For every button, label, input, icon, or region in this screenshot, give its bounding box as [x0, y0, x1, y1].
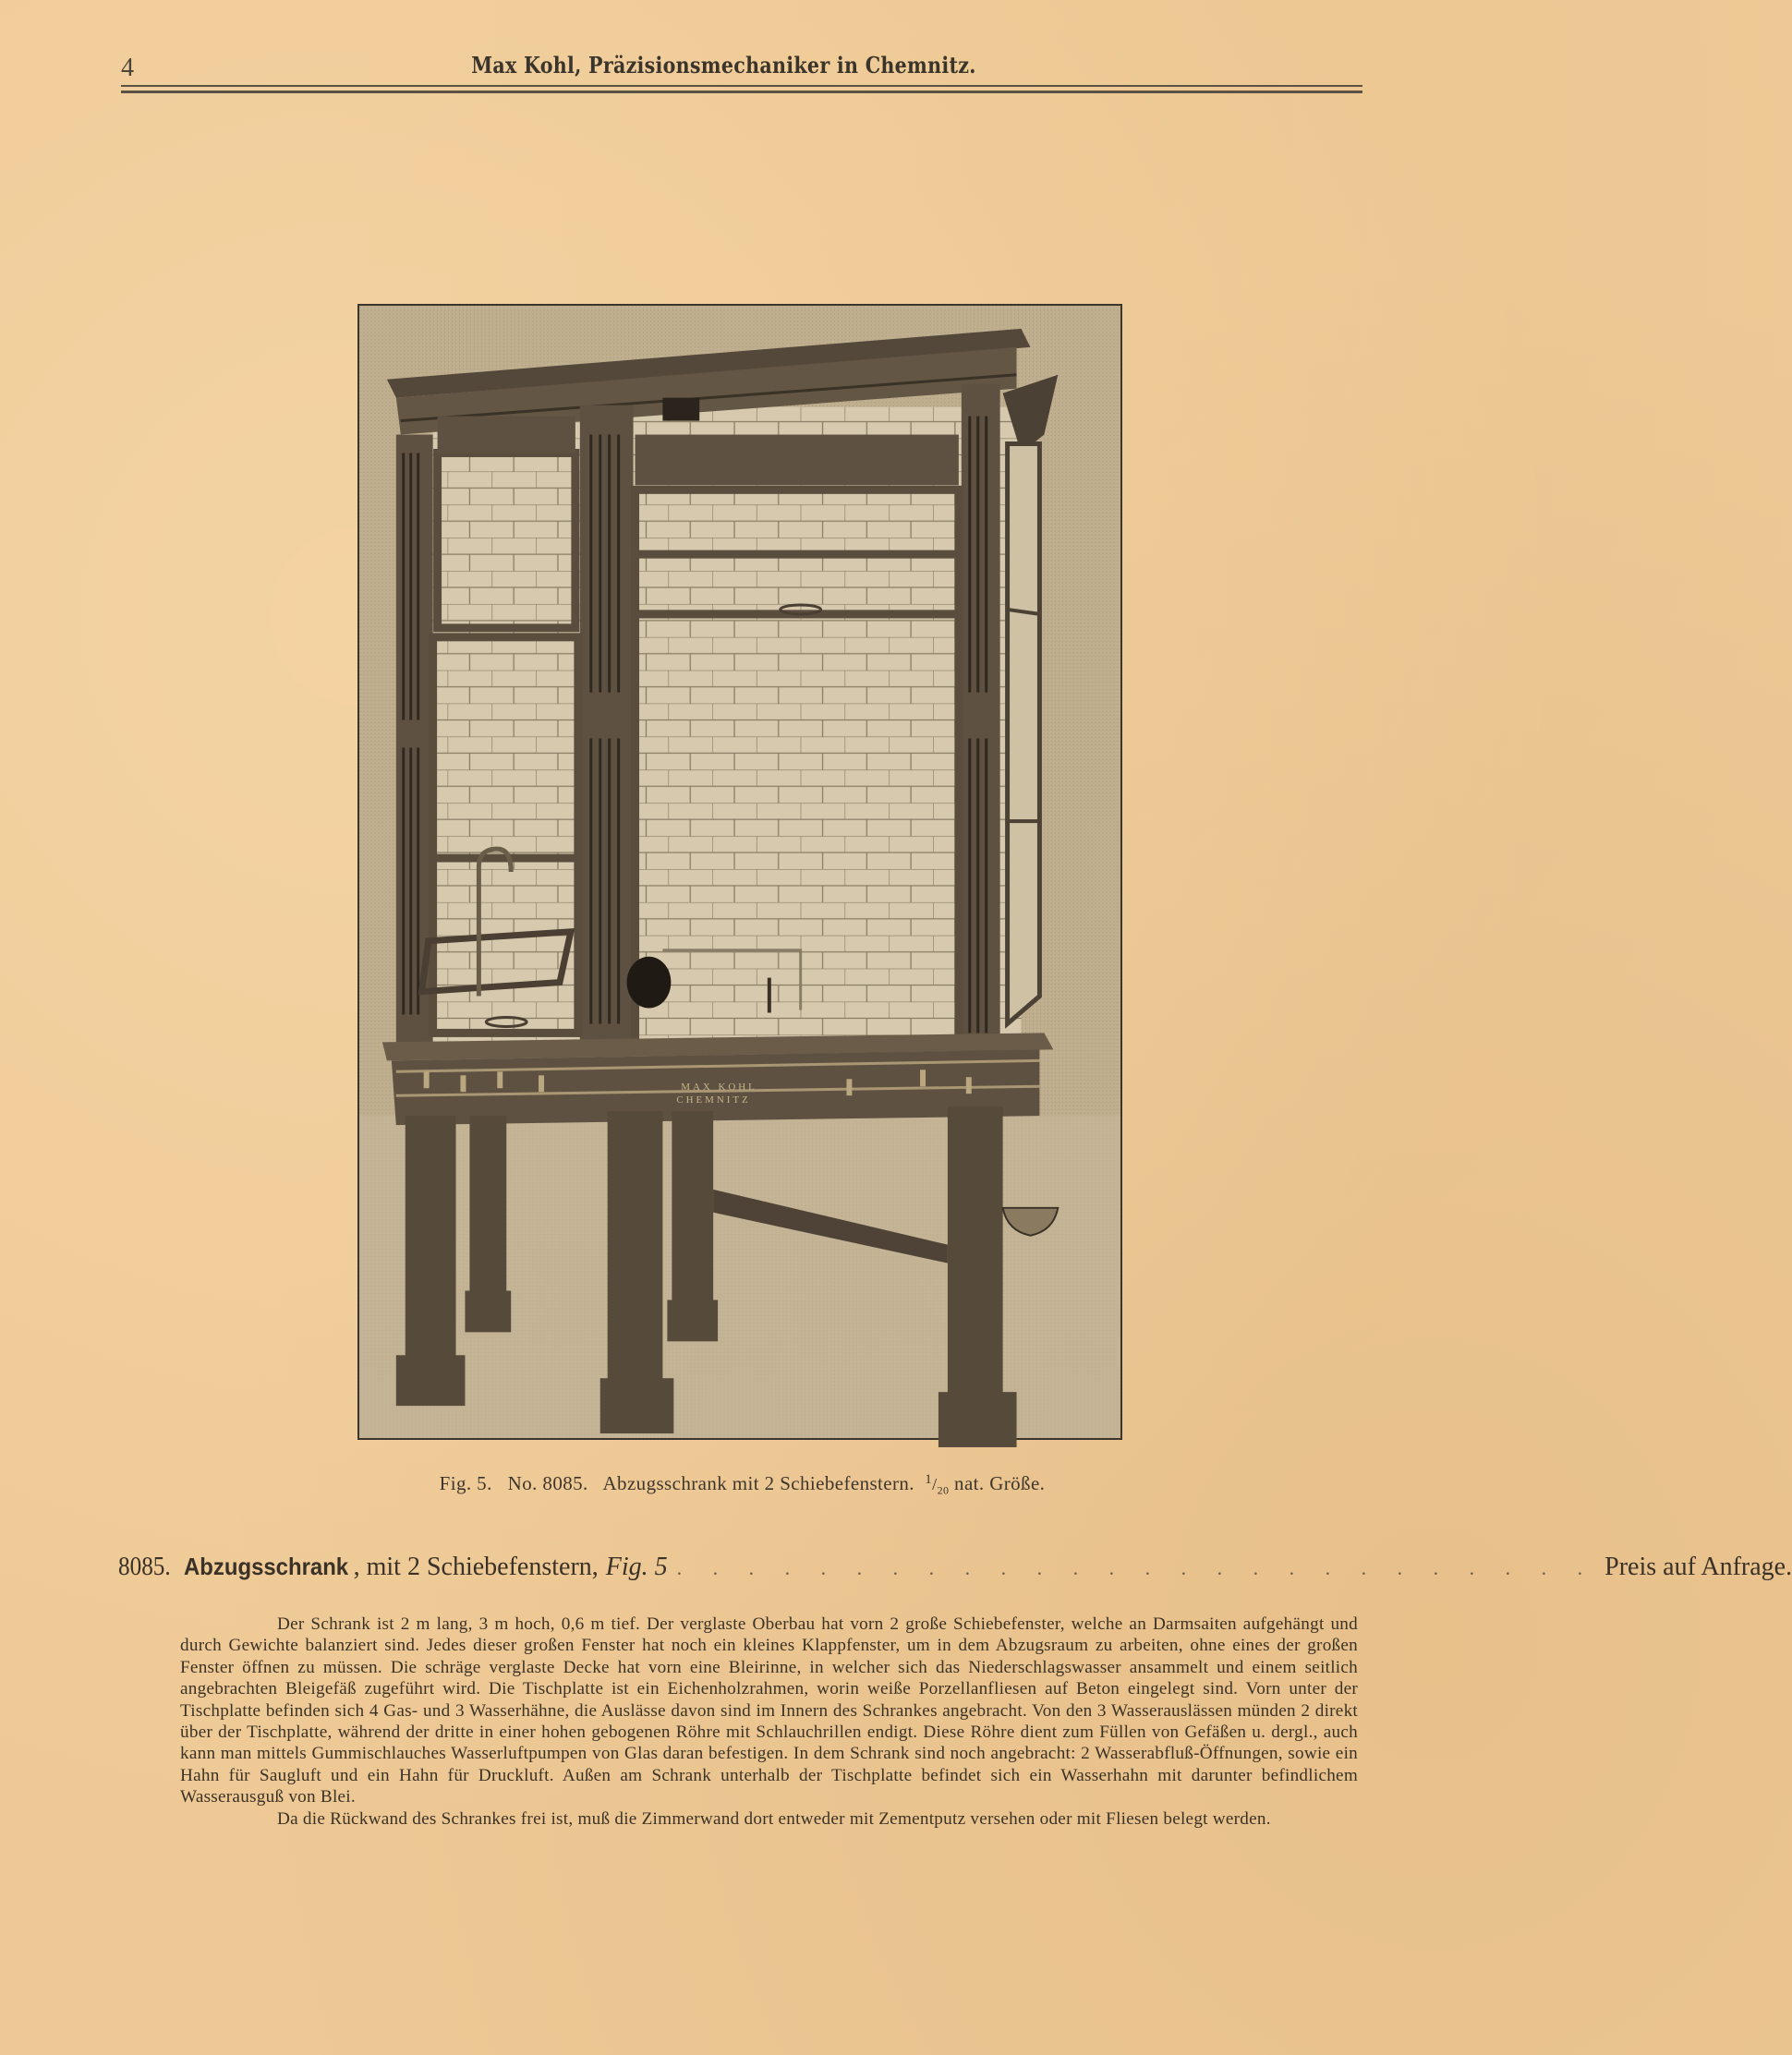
fume-cupboard-illustration [359, 306, 1120, 1438]
catalog-entry-heading [118, 1553, 1792, 1586]
vent-opening [662, 398, 699, 421]
maker-plaque-line1: MAX KOHL [681, 1082, 757, 1094]
item-description-body [180, 1614, 1358, 1830]
item-number: 8085. [118, 1553, 171, 1581]
right-upper-rail [636, 435, 959, 486]
right-pillar [962, 384, 1000, 1057]
item-description: , mit 2 Schiebefenstern, [353, 1553, 599, 1581]
fraction-numerator: 1 [925, 1472, 933, 1487]
body-paragraph-2: Da die Rückwand des Schrankes frei ist, muß die Zimmerwand dort entweder mit Zementputz versehen oder mit Fliesen belegt werden. [277, 1808, 1271, 1829]
caption-text: Fig. 5. No. 8085. Abzugsschrank mit 2 Schiebefenstern. [439, 1472, 926, 1494]
item-price: Preis auf Anfrage. [1604, 1553, 1792, 1581]
maker-plaque-line2: CHEMNITZ [676, 1094, 751, 1106]
drain-opening [627, 957, 672, 1009]
side-glass-panel [1008, 444, 1040, 1024]
body-paragraph-1: Der Schrank ist 2 m lang, 3 m hoch, 0,6 m tief. Der verglaste Oberbau hat vorn 2 große Schiebefenster, welche an Darmsaiten aufgehängt und durch Gewichte balanziert sind. Jedes dieser großen Fenster hat noch ein kleines Klappfenster, um in dem Abzugsraum zu arbeiten, ohne eines der großen Fenster öffnen zu müssen. Die schräge verglaste Decke hat vorn eine Bleirinne, in welcher sich das Niederschlagswasser ansammelt und einem seitlich angebrachten Bleigefäß zugeführt wird. Die Tischplatte ist ein Eichenholzrahmen, worin weiße Porzellanfliesen auf Beton eingelegt sind. Vorn unter der Tischplatte befinden sich 4 Gas- und 3 Wasserhähne, die Auslässe davon sind im Innern des Schrankes angebracht. Von den 3 Wasserauslässen münden 2 direkt über der Tischplatte, während der dritte in einer hohen gebogenen Röhre mit Schlauchrillen endigt. Diese Röhre dient zum Füllen von Gefäßen u. dergl., auch kann man mittels Gummischlauches Wasserluftpumpen von Glas daran befestigen. In dem Schrank sind noch angebracht: 2 Wasserabfluß-Öffnungen, sowie ein Hahn für Saugluft und ein Hahn für Druckluft. Außen am Schrank unterhalb der Tischplatte befindet sich ein Wasserhahn mit darunter befindlichem Wasserausguß von Blei. [180, 1614, 1358, 1807]
header-double-rule [121, 85, 1362, 93]
caption-suffix: nat. Größe. [949, 1472, 1046, 1494]
page-number: 4 [121, 54, 134, 82]
fraction-denominator: 20 [937, 1483, 950, 1497]
leader-dots: . . . . . . . . . . . . . . . . . . . . . . . . . . [676, 1556, 1596, 1579]
left-upper-rail [438, 417, 575, 453]
middle-pillar [580, 405, 634, 1050]
tiled-back-wall [433, 407, 1022, 1043]
figure-fume-cupboard [357, 304, 1122, 1440]
figure-reference: Fig. 5 [605, 1553, 668, 1581]
item-name: Abzugsschrank [184, 1553, 349, 1580]
figure-caption [0, 1472, 1447, 1498]
running-head: Max Kohl, Präzisionsmechaniker in Chemnitz. [471, 52, 976, 79]
caption-scale-fraction: $^1/_{20}$ [925, 1472, 950, 1497]
